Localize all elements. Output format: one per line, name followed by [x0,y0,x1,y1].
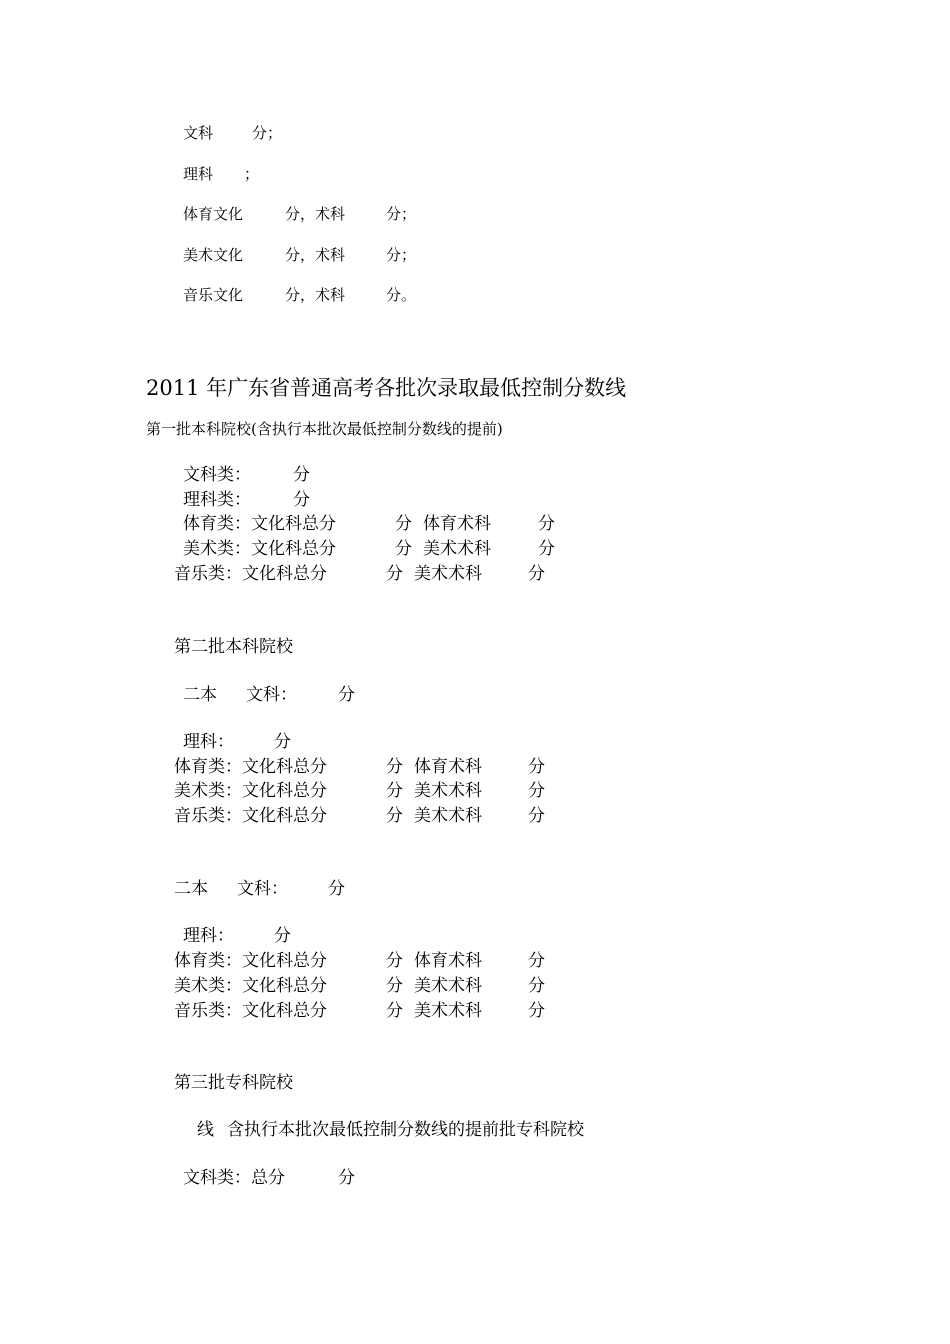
b2b-art-skill: 美术术科 [414,976,482,996]
art-mid: 分，术科 [285,246,346,264]
wen-label: 文科 [183,124,214,142]
b2a-art-skill: 美术术科 [414,781,482,801]
b1-art-unit: 分 [395,539,412,559]
batch1-heading: 第一批本科院校(含执行本批次最低控制分数线的提前) [146,420,503,438]
b2b-label: 二本 [174,879,208,899]
b2b-li-label: 理科： [183,926,234,946]
pe-mid: 分，术科 [285,205,346,223]
b2a-label: 二本 [183,685,217,705]
b2b-art-unit: 分 [386,976,403,996]
b1-pe-unit: 分 [395,514,412,534]
b2b-pe-label: 体育类：文化科总分 [174,951,327,971]
page-title: 2011 年广东省普通高考各批次录取最低控制分数线 [146,376,627,400]
b1-music-skill: 美术术科 [414,564,482,584]
b2a-art-unit: 分 [386,781,403,801]
batch3-heading: 第三批专科院校 [174,1073,293,1093]
li-label: 理科 [183,165,214,183]
pe-unit: 分； [386,205,417,223]
b1-music-label: 音乐类：文化科总分 [174,564,327,584]
music-unit: 分。 [386,286,417,304]
b2b-wen-unit: 分 [328,879,345,899]
b1-art-skill: 美术术科 [423,539,491,559]
b2b-art-label: 美术类：文化科总分 [174,976,327,996]
b2b-pe-skill-unit: 分 [528,951,545,971]
li-unit: ； [244,165,260,183]
b2a-art-skill-unit: 分 [528,781,545,801]
b1-wen-label: 文科类： [183,465,251,485]
b2b-music-label: 音乐类：文化科总分 [174,1001,327,1021]
b2a-music-unit: 分 [386,806,403,826]
b2b-music-skill: 美术术科 [414,1001,482,1021]
b1-li-unit: 分 [293,490,310,510]
b2a-pe-label: 体育类：文化科总分 [174,757,327,777]
pe-label: 体育文化 [183,205,244,223]
b3-wen-unit: 分 [338,1168,355,1188]
b1-wen-unit: 分 [293,465,310,485]
b2a-art-label: 美术类：文化科总分 [174,781,327,801]
wen-unit: 分； [252,124,283,142]
art-unit: 分； [386,246,417,264]
b1-li-label: 理科类： [183,490,251,510]
b2a-wen-unit: 分 [338,685,355,705]
b2b-music-unit: 分 [386,1001,403,1021]
music-label: 音乐文化 [183,286,244,304]
b1-pe-skill-unit: 分 [538,514,555,534]
b1-art-skill-unit: 分 [538,539,555,559]
b2a-music-skill-unit: 分 [528,806,545,826]
b2b-art-skill-unit: 分 [528,976,545,996]
b2b-pe-unit: 分 [386,951,403,971]
b1-music-unit: 分 [386,564,403,584]
b3-line-text: 含执行本批次最低控制分数线的提前批专科院校 [227,1120,584,1140]
b2a-music-label: 音乐类：文化科总分 [174,806,327,826]
b2b-li-unit: 分 [274,926,291,946]
b1-pe-label: 体育类：文化科总分 [183,514,336,534]
b2a-music-skill: 美术术科 [414,806,482,826]
b2a-li-unit: 分 [274,732,291,752]
art-label: 美术文化 [183,246,244,264]
b1-pe-skill: 体育术科 [423,514,491,534]
b2b-music-skill-unit: 分 [528,1001,545,1021]
batch2-heading: 第二批本科院校 [174,637,293,657]
b1-art-label: 美术类：文化科总分 [183,539,336,559]
b2a-li-label: 理科： [183,732,234,752]
b2a-pe-skill: 体育术科 [414,757,482,777]
b2b-pe-skill: 体育术科 [414,951,482,971]
b2a-wen-label: 文科： [246,685,297,705]
b2a-pe-skill-unit: 分 [528,757,545,777]
b1-music-skill-unit: 分 [528,564,545,584]
b3-wen-label: 文科类：总分 [183,1168,285,1188]
music-mid: 分，术科 [285,286,346,304]
b3-line-label: 线 [197,1120,214,1140]
b2a-pe-unit: 分 [386,757,403,777]
b2b-wen-label: 文科： [237,879,288,899]
